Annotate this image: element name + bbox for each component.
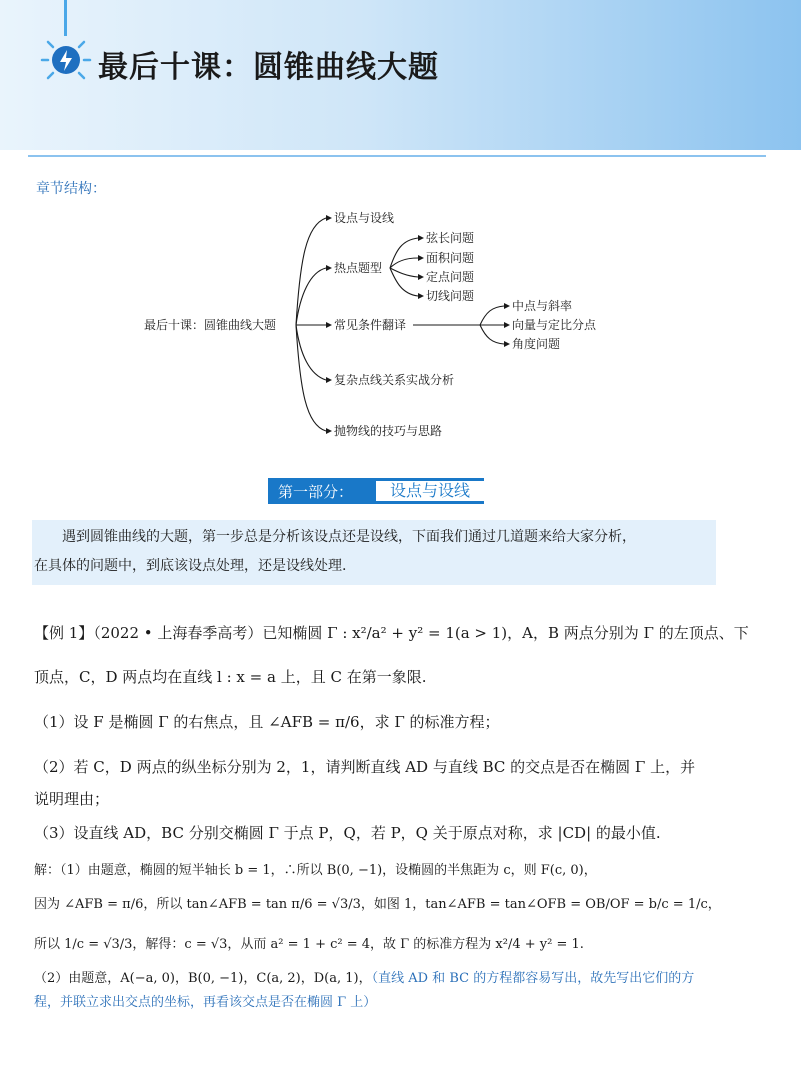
solution-line: 解：（1）由题意，椭圆的短半轴长 b = 1，∴所以 B(0, −1)，设椭圆的半焦距为 c，则 F(c, 0)，	[34, 863, 597, 878]
solution-line: 因为 ∠AFB = π/6，所以 tan∠AFB = tan π/6 = √3/3，如图 1，tan∠AFB = tan∠OFB = OB/OF = b/c = 1/c，	[34, 897, 721, 912]
example-stem-line: 顶点，C，D 两点均在直线 l : x = a 上，且 C 在第一象限.	[34, 668, 427, 686]
solution-note: （直线 AD 和 BC 的方程都容易写出，故先写出它们的方	[371, 971, 695, 986]
solution-text: （2）由题意，A(−a, 0)，B(0, −1)，C(a, 2)，D(a, 1)，	[34, 971, 372, 986]
question-2-cont: 说明理由；	[34, 790, 110, 808]
mindmap-leaf: 定点问题	[426, 270, 475, 284]
lightbulb-icon	[36, 30, 96, 90]
mindmap-root: 最后十课：圆锥曲线大题	[144, 318, 277, 332]
mindmap-leaf: 中点与斜率	[512, 299, 573, 313]
solution-line: 所以 1/c = √3/3，解得：c = √3，从而 a² = 1 + c² = 4，故 Γ 的标准方程为 x²/4 + y² = 1.	[34, 937, 584, 952]
example-source: （2022 • 上海春季高考）	[93, 624, 263, 642]
header-divider	[28, 155, 766, 157]
question-3: （3）设直线 AD，BC 分别交椭圆 Γ 于点 P，Q，若 P，Q 关于原点对称，求 |CD| 的最小值.	[34, 824, 661, 842]
mindmap-branch: 设点与设线	[334, 211, 395, 225]
mindmap-leaf: 切线问题	[426, 289, 475, 303]
mindmap-leaf: 角度问题	[512, 337, 561, 351]
question-1: （1）设 F 是椭圆 Γ 的右焦点，且 ∠AFB = π/6，求 Γ 的标准方程；	[34, 713, 500, 731]
intro-box	[32, 520, 716, 585]
page-title: 最后十课：圆锥曲线大题	[98, 50, 439, 85]
example-stem: 已知椭圆 Γ : x²/a² + y² = 1(a > 1)，A，B 两点分别为 Γ 的左顶点、下	[262, 624, 749, 642]
solution-note: 程，并联立求出交点的坐标，再看该交点是否在椭圆 Γ 上）	[34, 995, 377, 1010]
header-banner	[0, 0, 801, 150]
section-part-label: 第一部分：	[278, 482, 354, 501]
mindmap-leaf: 弦长问题	[426, 231, 475, 245]
mindmap-branch: 热点题型	[334, 261, 383, 275]
mindmap-leaf: 向量与定比分点	[512, 318, 597, 332]
intro-line: 在具体的问题中，到底该设点处理，还是设线处理.	[34, 558, 347, 574]
section-heading	[268, 478, 484, 504]
mindmap-branch: 抛物线的技巧与思路	[334, 424, 443, 438]
solution-line	[34, 970, 694, 988]
mindmap-branch: 复杂点线关系实战分析	[334, 373, 455, 387]
intro-line: 遇到圆锥曲线的大题，第一步总是分析该设点还是设线，下面我们通过几道题来给大家分析，	[62, 529, 636, 545]
mindmap-leaf: 面积问题	[426, 251, 475, 265]
mindmap-branch: 常见条件翻译	[334, 318, 407, 332]
question-2: （2）若 C，D 两点的纵坐标分别为 2，1，请判断直线 AD 与直线 BC 的交点是否在椭圆 Γ 上，并	[34, 758, 696, 776]
chapter-label: 章节结构：	[36, 181, 106, 197]
mind-map	[0, 200, 801, 455]
example-tag: 【例 1】	[34, 624, 94, 642]
example-stem-line	[34, 622, 749, 644]
section-name: 设点与设线	[376, 481, 484, 501]
